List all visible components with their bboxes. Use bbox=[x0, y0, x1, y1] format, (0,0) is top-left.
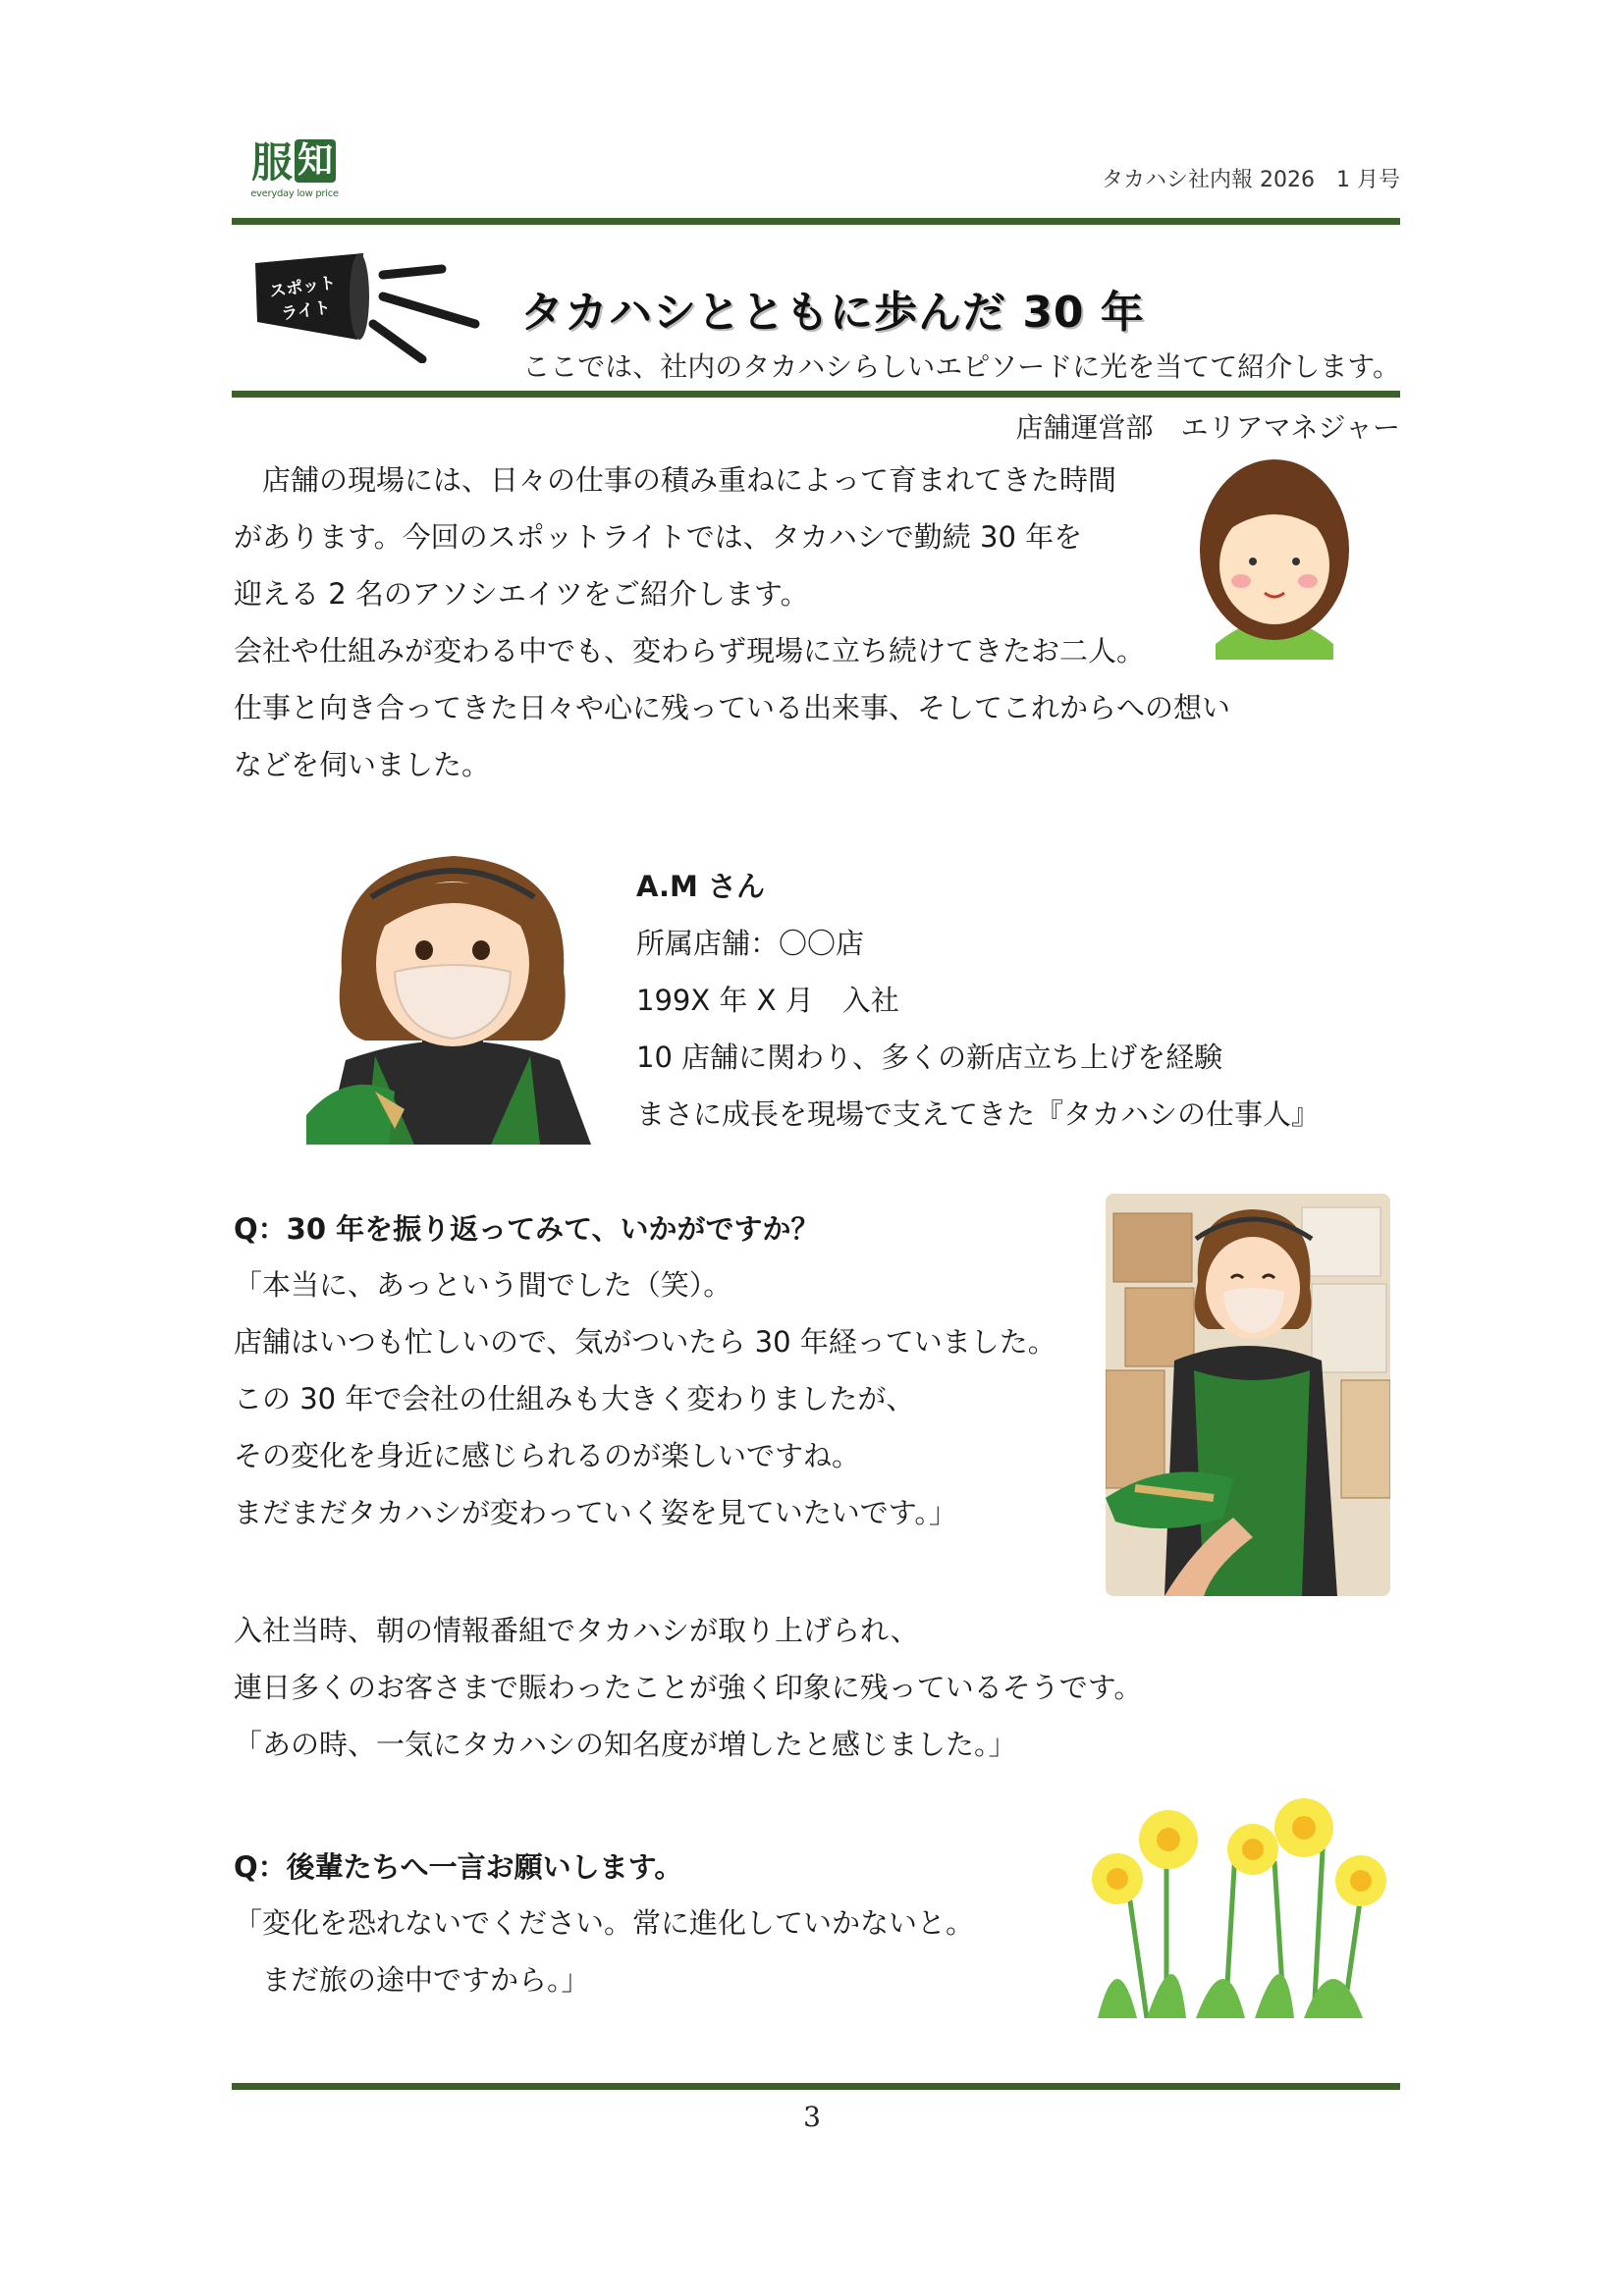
page-number: 3 bbox=[803, 2101, 821, 2133]
author-line: 店舗運営部 エリアマネジャー bbox=[1015, 411, 1400, 444]
answer-1-line: その変化を身近に感じられるのが楽しいですね。 bbox=[234, 1439, 861, 1472]
profile-card bbox=[636, 858, 1320, 1143]
answer-1 bbox=[234, 1256, 1098, 1541]
answer-2 bbox=[234, 1895, 1098, 2008]
profile-tagline: まさに成長を現場で支えてきた『タカハシの仕事人』 bbox=[636, 1097, 1321, 1131]
header-rule-bottom bbox=[232, 391, 1400, 398]
profile-name: A.M さん bbox=[636, 870, 765, 903]
spotlight-badge bbox=[247, 245, 483, 363]
intro-line: 会社や仕組みが変わる中でも、変わらず現場に立ち続けてきたお二人。 bbox=[234, 634, 1146, 667]
logo-kanji-right: 知 bbox=[295, 139, 336, 183]
answer-1-line: 店舗はいつも忙しいので、気がついたら 30 年経っていました。 bbox=[234, 1325, 1056, 1359]
intro-line: 仕事と向き合ってきた日々や心に残っている出来事、そしてこれからへの想い bbox=[234, 691, 1231, 724]
answer-2-line: 「変化を恐れないでください。常に進化していかないと。 bbox=[234, 1906, 975, 1940]
profile-joined: 199X 年 X 月 入社 bbox=[636, 984, 899, 1017]
story-paragraph bbox=[234, 1602, 1392, 1773]
footer-rule bbox=[232, 2083, 1400, 2090]
page-subtitle: ここでは、社内のタカハシらしいエピソードに光を当てて紹介します。 bbox=[522, 350, 1400, 383]
profile-career: 10 店舗に関わり、多くの新店立ち上げを経験 bbox=[636, 1041, 1223, 1074]
page-title: タカハシとともに歩んだ 30 年 bbox=[520, 288, 1145, 338]
company-logo bbox=[247, 139, 342, 206]
spotlight-badge-line1: スポット bbox=[268, 273, 338, 302]
profile-illustration bbox=[306, 834, 599, 1145]
answer-1-line: この 30 年で会社の仕組みも大きく変わりましたが、 bbox=[234, 1382, 915, 1415]
spotlight-badge-line2: ライト bbox=[280, 297, 332, 325]
story-line: 連日多くのお客さまで賑わったことが強く印象に残っているそうです。 bbox=[234, 1671, 1143, 1704]
intro-line: 店舗の現場には、日々の仕事の積み重ねによって育まれてきた時間 bbox=[234, 463, 1117, 497]
intro-line: があります。今回のスポットライトでは、タカハシで勤続 30 年を bbox=[234, 520, 1083, 554]
header-rule-top bbox=[232, 218, 1400, 225]
logo-kanji-left: 服 bbox=[251, 138, 294, 187]
answer-1-line: まだまだタカハシが変わっていく姿を見ていたいです。」 bbox=[234, 1496, 957, 1529]
answer-1-line: 「本当に、あっという間でした（笑）。 bbox=[234, 1268, 732, 1302]
issue-label: タカハシ社内報 2026 1 月号 bbox=[1102, 168, 1400, 192]
answer-2-line: まだ旅の途中ですから。」 bbox=[234, 1963, 590, 1997]
logo-tagline: everyday low price bbox=[250, 188, 339, 199]
story-line: 「あの時、一気にタカハシの知名度が増したと感じました。」 bbox=[234, 1728, 1017, 1761]
intro-paragraph bbox=[234, 452, 1255, 793]
question-1: Q：30 年を振り返ってみて、いかがですか？ bbox=[234, 1212, 820, 1246]
intro-line: 迎える 2 名のアソシエイツをご紹介します。 bbox=[234, 577, 809, 611]
author-illustration bbox=[1196, 448, 1353, 660]
intro-line: などを伺いました。 bbox=[234, 748, 491, 781]
story-line: 入社当時、朝の情報番組でタカハシが取り上げられ、 bbox=[234, 1614, 919, 1647]
profile-store: 所属店舗：〇〇店 bbox=[636, 927, 865, 960]
question-2: Q：後輩たちへ一言お願いします。 bbox=[234, 1850, 683, 1884]
warehouse-photo-illustration bbox=[1106, 1194, 1390, 1596]
daffodils-illustration bbox=[1078, 1792, 1392, 2018]
